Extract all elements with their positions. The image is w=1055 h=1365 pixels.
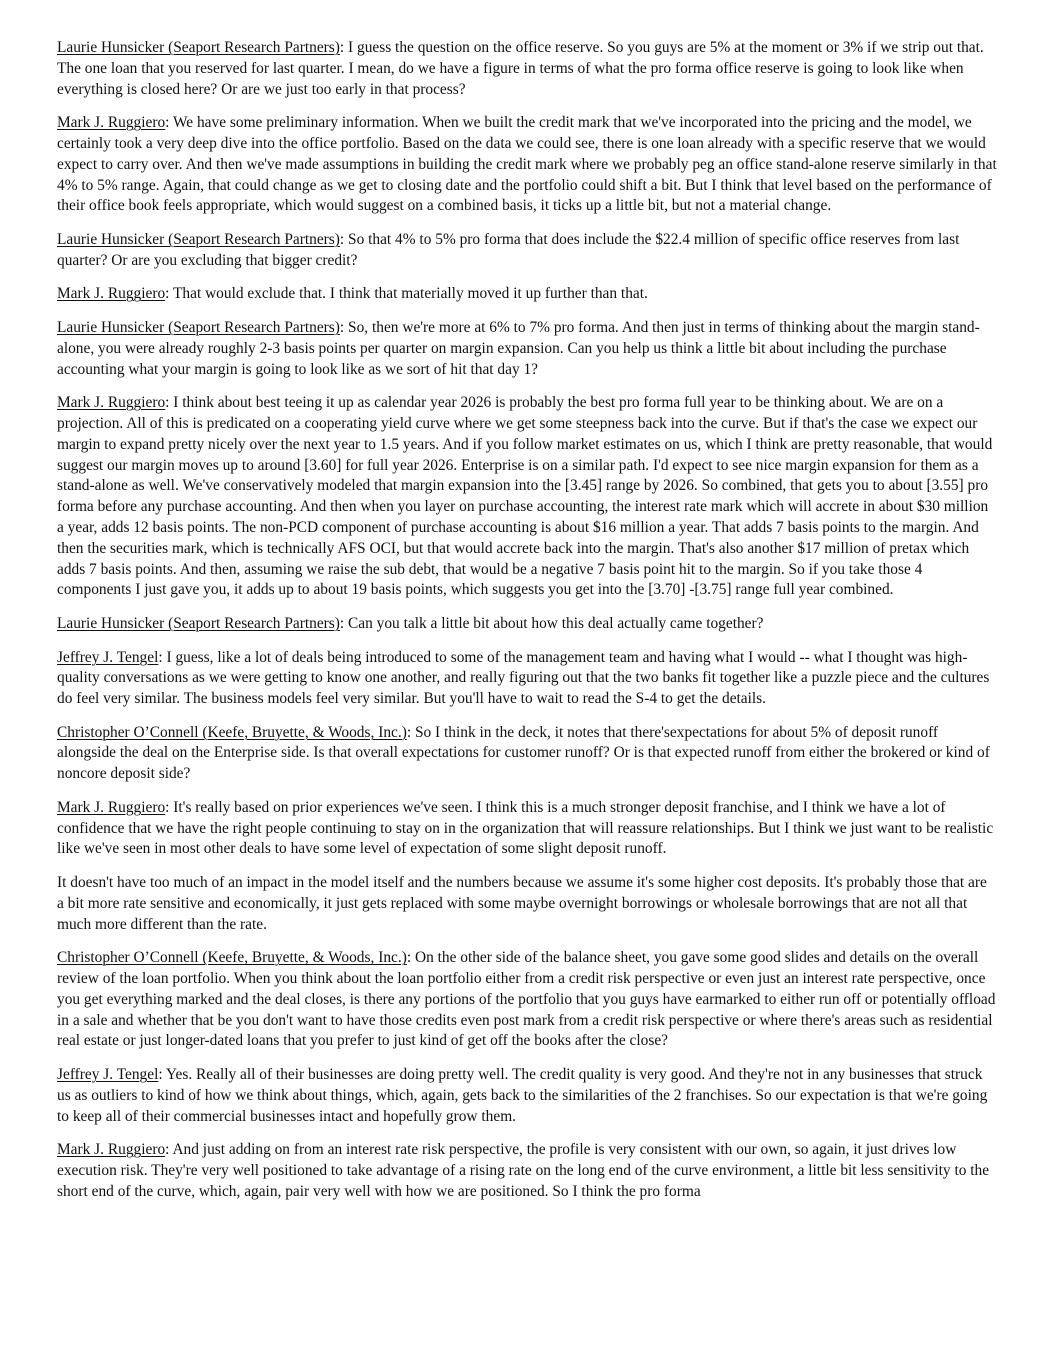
transcript-paragraph: Laurie Hunsicker (Seaport Research Partners): I guess the question on the office reserve. So you guys are 5% at the moment or 3% if we strip out that. The one loan that you reserved for last quarter. I mean, do we have a figure in terms of what the pro forma office reserve is going to look like when everything is closed here? Or are we just too early in that process? [57,39,984,98]
transcript-page [57,38,997,1215]
transcript-paragraph: Laurie Hunsicker (Seaport Research Partners): Can you talk a little bit about how this deal actually came together? [57,614,764,632]
transcript-paragraph: Mark J. Ruggiero: I think about best teeing it up as calendar year 2026 is probably the best pro forma full year to be thinking about. We are on a projection. All of this is predicated on a cooperating yield curve where we get some steepness back into the curve. But if that's the case we expect our margin to expand pretty nicely over the next year to 1.5 years. And if you follow market estimates on us, which I think are pretty reasonable, that would suggest our margin moves up to around [3.60] for full year 2026. Enterprise is on a similar path. I'd expect to see nice margin expansion for them as a stand-alone as well. We've conservatively modeled that margin expansion into the [3.45] range by 2026. So combined, that gets you to about [3.55] pro forma before any purchase accounting. And then when you layer on purchase accounting, the interest rate mark which will accrete in about $30 million a year, adds 12 basis points. The non-PCD component of purchase accounting is about $16 million a year. That adds 7 basis points to the margin. And then the securities mark, which is technically AFS OCI, but that would accrete back into the margin. That's also another $17 million of pretax which adds 7 basis points. And then, assuming we raise the sub debt, that would be a negative 7 basis point hit to the margin. So if you take those 4 components I just gave you, it adds up to about 19 basis points, which suggests you get into the [3.70] -[3.75] range full year combined. [57,394,993,599]
paragraph-text: So that 4% to 5% pro forma that does include the $22.4 million of specific office reserves from last quarter? Or are you excluding that bigger credit? [57,230,960,269]
transcript-paragraph: Christopher O’Connell (Keefe, Bruyette, & Woods, Inc.): On the other side of the balance sheet, you gave some good slides and details on the overall review of the loan portfolio. When you think about the loan portfolio either from a credit risk perspective or even just an interest rate perspective, once you get everything marked and the deal closes, is there any portions of the portfolio that you guys have earmarked to either run off or potentially offload in a sale and whether that be you don't want to have those credits even post mark from a credit risk perspective or where there's areas such as residential real estate or just longer-dated loans that you prefer to just kind of get off the books after the close? [57,949,996,1050]
transcript-paragraph: Mark J. Ruggiero: We have some preliminary information. When we built the credit mark that we've incorporated into the pricing and the model, we certainly took a very deep dive into the office portfolio. Based on the data we could see, there is one loan already with a specific reserve that we would expect to carry over. And then we've made assumptions in building the credit mark where we probably peg an office stand-alone reserve similarly in that 4% to 5% range. Again, that could change as we get to closing date and the portfolio could shift a bit. But I think that level based on the performance of their office book feels appropriate, which would suggest on a combined basis, it ticks up a little bit, but not a material change. [57,114,997,215]
speaker-name[interactable]: Christopher O’Connell (Keefe, Bruyette, & Woods, Inc.) [57,723,407,741]
paragraph-text: I guess, like a lot of deals being introduced to some of the management team and having what I would -- what I thought was high-quality conversations as we were getting to know one another, and really figuring out that the two banks fit together like a puzzle piece and the cultures do feel very similar. The business models feel very similar. But you'll have to wait to read the S-4 to get the details. [57,648,990,708]
speaker-name[interactable]: Jeffrey J. Tengel [57,648,159,666]
paragraph-text: That would exclude that. I think that materially moved it up further than that. [173,285,648,303]
paragraph-text: Can you talk a little bit about how this deal actually came together? [348,614,764,632]
paragraph-text: So I think in the deck, it notes that there'sexpectations for about 5% of deposit runoff alongside the deal on the Enterprise side. Is that overall expectations for customer runoff? Or is that expected runoff from either the brokered or kind of noncore deposit side? [57,723,990,783]
transcript-paragraph [57,873,997,935]
paragraph-text: I think about best teeing it up as calendar year 2026 is probably the best pro forma full year to be thinking about. We are on a projection. All of this is predicated on a cooperating yield curve where we get some steepness back into the curve. But if that's the case we expect our margin to expand pretty nicely over the next year to 1.5 years. And if you follow market estimates on us, which I think are pretty reasonable, that would suggest our margin moves up to around [3.60] for full year 2026. Enterprise is on a similar path. I'd expect to see nice margin expansion for them as a stand-alone as well. We've conservatively modeled that margin expansion into the [3.45] range by 2026. So combined, that gets you to about [3.55] pro forma before any purchase accounting. And then when you layer on purchase accounting, the interest rate mark which will accrete in about $30 million a year, adds 12 basis points. The non-PCD component of purchase accounting is about $16 million a year. That adds 7 basis points to the margin. And then the securities mark, which is technically AFS OCI, but that would accrete back into the margin. That's also another $17 million of pretax which adds 7 basis points. And then, assuming we raise the sub debt, that would be a negative 7 basis point hit to the margin. So if you take those 4 components I just gave you, it adds up to about 19 basis points, which suggests you get into the [3.70] -[3.75] range full year combined. [57,394,993,599]
speaker-name[interactable]: Mark J. Ruggiero [57,114,166,132]
paragraph-text: It doesn't have too much of an impact in the model itself and the numbers because we assume it's some higher cost deposits. It's probably those that are a bit more rate sensitive and economically, it just gets replaced with some maybe overnight borrowings or wholesale borrowings that are not all that much more different than the rate. [57,874,987,933]
speaker-name[interactable]: Laurie Hunsicker (Seaport Research Partners) [57,39,340,56]
speaker-name[interactable]: Mark J. Ruggiero [57,798,166,816]
speaker-name[interactable]: Mark J. Ruggiero [57,285,166,303]
speaker-name[interactable]: Mark J. Ruggiero [57,1141,166,1159]
transcript-paragraph: Mark J. Ruggiero: That would exclude that. I think that materially moved it up further than that. [57,285,648,303]
transcript-paragraph: Jeffrey J. Tengel: Yes. Really all of their businesses are doing pretty well. The credit quality is very good. And they're not in any businesses that struck us as outliers to kind of how we think about things, which, again, gets back to the similarities of the 2 franchises. So our expectation is that we're going to keep all of their commercial businesses intact and hopefully grow them. [57,1066,988,1125]
paragraph-text: We have some preliminary information. When we built the credit mark that we've incorporated into the pricing and the model, we certainly took a very deep dive into the office portfolio. Based on the data we could see, there is one loan already with a specific reserve that we would expect to carry over. And then we've made assumptions in building the credit mark where we probably peg an office stand-alone reserve similarly in that 4% to 5% range. Again, that could change as we get to closing date and the portfolio could shift a bit. But I think that level based on the performance of their office book feels appropriate, which would suggest on a combined basis, it ticks up a little bit, but not a material change. [57,114,997,215]
speaker-name[interactable]: Mark J. Ruggiero [57,394,166,412]
speaker-name[interactable]: Laurie Hunsicker (Seaport Research Partners) [57,230,340,248]
transcript-paragraph: Laurie Hunsicker (Seaport Research Partners): So, then we're more at 6% to 7% pro forma. And then just in terms of thinking about the margin stand-alone, you were already roughly 2-3 basis points per quarter on margin expansion. Can you help us think a little bit about including the purchase accounting what your margin is going to look like as we sort of hit that day 1? [57,318,980,378]
speaker-name[interactable]: Laurie Hunsicker (Seaport Research Partners) [57,318,340,336]
transcript-paragraph: Mark J. Ruggiero: And just adding on from an interest rate risk perspective, the profile is very consistent with our own, so again, it just drives low execution risk. They're very well positioned to take advantage of a rising rate on the long end of the curve environment, a little bit less sensitivity to the short end of the curve, which, again, pair very well with how we are positioned. So I think the pro forma [57,1141,990,1200]
transcript-paragraph: Jeffrey J. Tengel: I guess, like a lot of deals being introduced to some of the management team and having what I would -- what I thought was high-quality conversations as we were getting to know one another, and really figuring out that the two banks fit together like a puzzle piece and the cultures do feel very similar. The business models feel very similar. But you'll have to wait to read the S-4 to get the details. [57,648,990,708]
transcript-paragraph: Christopher O’Connell (Keefe, Bruyette, & Woods, Inc.): So I think in the deck, it notes that there'sexpectations for about 5% of deposit runoff alongside the deal on the Enterprise side. Is that overall expectations for customer runoff? Or is that expected runoff from either the brokered or kind of noncore deposit side? [57,723,990,783]
transcript-paragraph: Laurie Hunsicker (Seaport Research Partners): So that 4% to 5% pro forma that does include the $22.4 million of specific office reserves from last quarter? Or are you excluding that bigger credit? [57,230,960,269]
paragraph-text: So, then we're more at 6% to 7% pro forma. And then just in terms of thinking about the margin stand-alone, you were already roughly 2-3 basis points per quarter on margin expansion. Can you help us think a little bit about including the purchase accounting what your margin is going to look like as we sort of hit that day 1? [57,318,980,378]
paragraph-text: Yes. Really all of their businesses are doing pretty well. The credit quality is very good. And they're not in any businesses that struck us as outliers to kind of how we think about things, which, again, gets back to the similarities of the 2 franchises. So our expectation is that we're going to keep all of their commercial businesses intact and hopefully grow them. [57,1066,988,1125]
paragraph-text: I guess the question on the office reserve. So you guys are 5% at the moment or 3% if we strip out that. The one loan that you reserved for last quarter. I mean, do we have a figure in terms of what the pro forma office reserve is going to look like when everything is closed here? Or are we just too early in that process? [57,39,984,98]
paragraph-text: It's really based on prior experiences we've seen. I think this is a much stronger deposit franchise, and I think we have a lot of confidence that we have the right people continuing to stay on in the organization that will reassure relationships. But I think we just want to be realistic like we've seen in most other deals to have some level of expectation of some slight deposit runoff. [57,798,994,858]
paragraph-text: And just adding on from an interest rate risk perspective, the profile is very consistent with our own, so again, it just drives low execution risk. They're very well positioned to take advantage of a rising rate on the long end of the curve environment, a little bit less sensitivity to the short end of the curve, which, again, pair very well with how we are positioned. So I think the pro forma [57,1141,990,1200]
speaker-name[interactable]: Christopher O’Connell (Keefe, Bruyette, & Woods, Inc.) [57,949,407,967]
transcript-paragraph: Mark J. Ruggiero: It's really based on prior experiences we've seen. I think this is a much stronger deposit franchise, and I think we have a lot of confidence that we have the right people continuing to stay on in the organization that will reassure relationships. But I think we just want to be realistic like we've seen in most other deals to have some level of expectation of some slight deposit runoff. [57,798,994,858]
speaker-name[interactable]: Laurie Hunsicker (Seaport Research Partners) [57,614,340,632]
paragraph-text: On the other side of the balance sheet, you gave some good slides and details on the overall review of the loan portfolio. When you think about the loan portfolio either from a credit risk perspective or even just an interest rate perspective, once you get everything marked and the deal closes, is there any portions of the portfolio that you guys have earmarked to either run off or potentially offload in a sale and whether that be you don't want to have those credits even post mark from a credit risk perspective or where there's areas such as residential real estate or just longer-dated loans that you prefer to just kind of get off the books after the close? [57,949,996,1050]
speaker-name[interactable]: Jeffrey J. Tengel [57,1066,159,1084]
